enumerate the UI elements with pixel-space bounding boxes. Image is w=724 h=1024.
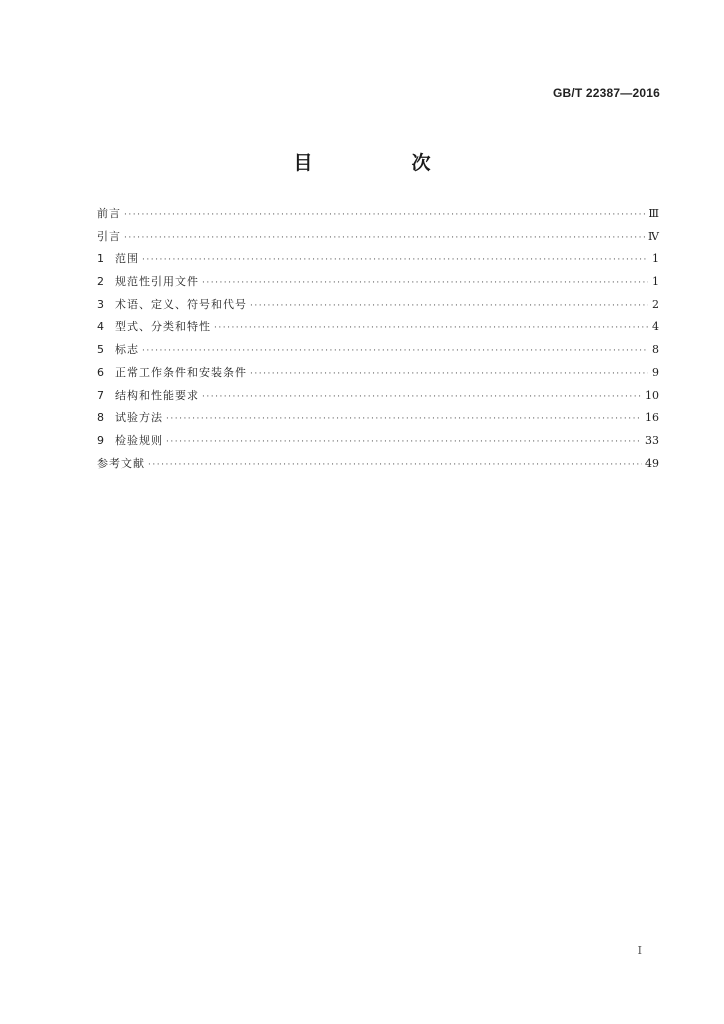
toc-item-label: 前言 xyxy=(97,207,121,220)
toc-item-terms-definitions[interactable] xyxy=(97,298,659,321)
toc-leader-dots xyxy=(142,344,648,358)
toc-item-test-methods[interactable] xyxy=(97,411,659,434)
toc-item-label: 标志 xyxy=(115,343,139,357)
toc-leader-dots xyxy=(202,276,648,290)
toc-item-page: Ⅲ xyxy=(648,207,659,220)
toc-item-label: 参考文献 xyxy=(97,456,145,470)
toc-item-label: 术语、定义、符号和代号 xyxy=(115,297,247,311)
toc-item-number: 7 xyxy=(97,388,104,402)
toc-item-structure-performance[interactable] xyxy=(97,389,659,412)
toc-leader-dots xyxy=(250,367,648,381)
toc-item-number: 9 xyxy=(97,433,104,447)
toc-item-normative-references[interactable] xyxy=(97,275,659,298)
toc-item-page: 1 xyxy=(652,275,659,289)
toc-item-page: 4 xyxy=(652,320,659,334)
toc-item-page: Ⅳ xyxy=(648,229,659,243)
toc-item-page: 9 xyxy=(652,365,659,379)
toc-leader-dots xyxy=(202,390,642,404)
toc-item-number: 4 xyxy=(97,320,104,334)
toc-item-page: 49 xyxy=(645,456,659,470)
toc-item-label: 范围 xyxy=(115,252,139,266)
toc-leader-dots xyxy=(214,321,648,335)
toc-item-types-classification[interactable] xyxy=(97,320,659,343)
page-number: I xyxy=(637,944,642,957)
toc-item-page: 8 xyxy=(652,343,659,357)
toc-item-label: 引言 xyxy=(97,229,121,243)
toc-leader-dots xyxy=(148,458,642,472)
toc-leader-dots xyxy=(142,253,648,267)
toc-item-page: 33 xyxy=(645,433,659,447)
toc-item-label: 试验方法 xyxy=(115,411,163,425)
toc-leader-dots xyxy=(124,231,645,245)
toc-item-label: 正常工作条件和安装条件 xyxy=(115,365,247,379)
toc-item-label: 规范性引用文件 xyxy=(115,275,199,289)
toc-item-page: 2 xyxy=(652,297,659,311)
toc-item-number: 1 xyxy=(97,252,104,266)
toc-item-page: 1 xyxy=(652,252,659,266)
toc-item-label: 型式、分类和特性 xyxy=(115,320,211,334)
toc-item-number: 3 xyxy=(97,297,104,311)
toc-item-label: 结构和性能要求 xyxy=(115,388,199,402)
toc-item-inspection-rules[interactable] xyxy=(97,434,659,457)
standard-code: GB/T 22387—2016 xyxy=(552,86,660,100)
toc-item-number: 8 xyxy=(97,411,104,425)
toc-item-number: 2 xyxy=(97,275,104,289)
toc-item-page: 16 xyxy=(645,411,659,425)
toc-item-marking[interactable] xyxy=(97,343,659,366)
toc-item-foreword[interactable] xyxy=(97,207,659,230)
toc-leader-dots xyxy=(250,299,648,313)
page-title: 目 次 xyxy=(293,152,471,174)
toc-item-introduction[interactable] xyxy=(97,230,659,253)
toc-leader-dots xyxy=(166,435,642,449)
toc-item-number: 6 xyxy=(97,365,104,379)
toc-item-label: 检验规则 xyxy=(115,433,163,447)
toc-item-operating-conditions[interactable] xyxy=(97,366,659,389)
toc-item-scope[interactable] xyxy=(97,252,659,275)
toc-item-number: 5 xyxy=(97,343,104,357)
toc-item-bibliography[interactable] xyxy=(97,457,659,480)
table-of-contents xyxy=(97,207,659,479)
toc-leader-dots xyxy=(124,208,645,222)
toc-leader-dots xyxy=(166,412,642,426)
toc-item-page: 10 xyxy=(645,388,659,402)
